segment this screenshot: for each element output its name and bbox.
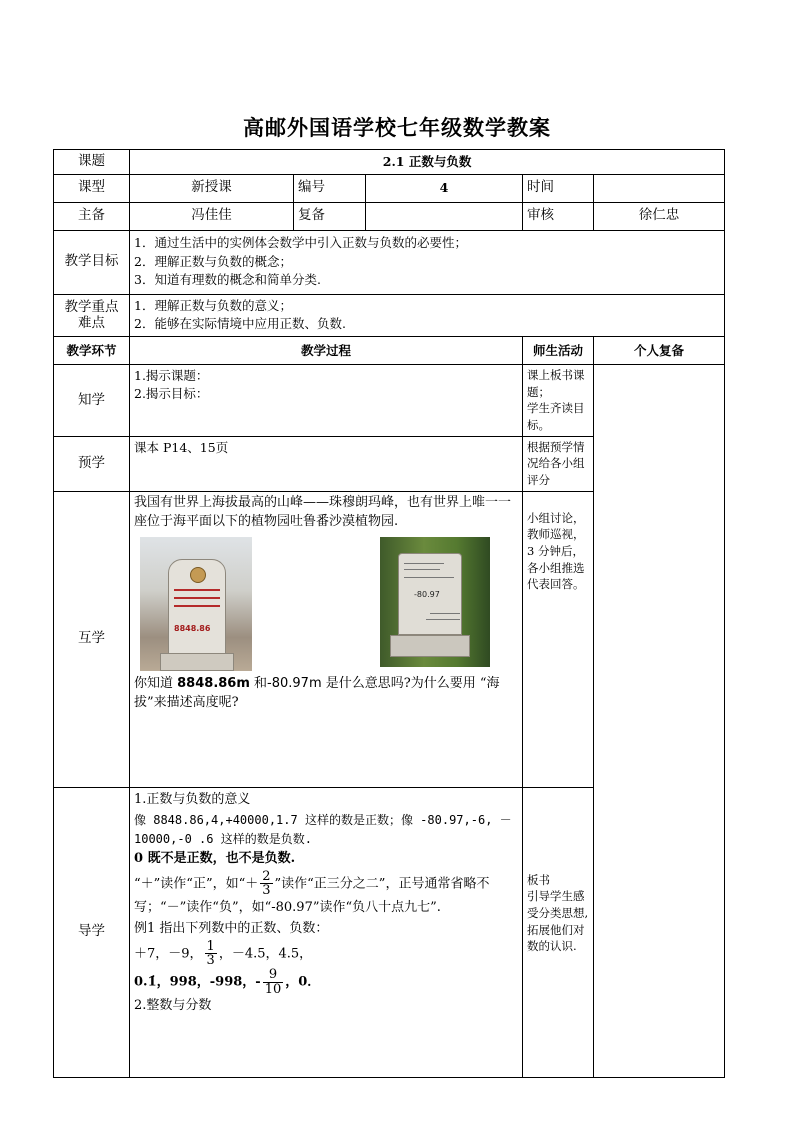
objective-item: 3．知道有理数的概念和简单分类. xyxy=(134,272,321,288)
key-points-label-line2: 难点 xyxy=(78,315,105,332)
key-point-item: 2．能够在实际情境中应用正数、负数. xyxy=(134,316,346,332)
personal-notes-cell xyxy=(594,365,725,1078)
row-lead xyxy=(54,202,725,230)
fraction-one-third xyxy=(205,940,217,968)
activity-line: 引导学生感受分类思想,拓展他们对数的认识. xyxy=(527,889,589,954)
objectives-list xyxy=(130,230,725,294)
stage-yuxue-process: 课本 P14、15页 xyxy=(130,436,523,491)
stage-yuxue-activity: 根据预学情况给各小组评分 xyxy=(523,436,594,491)
daoxue-example: 例1 指出下列数中的正数、负数： xyxy=(134,920,329,936)
key-points-label-line1: 教学重点 xyxy=(64,299,119,316)
topic-label: 课题 xyxy=(54,150,130,175)
stage-huxue-process xyxy=(130,491,523,787)
fraction-denominator: 10 xyxy=(264,981,282,997)
question-text: 是什么意思吗?为什么要用 “海拔”来描述高度呢? xyxy=(134,676,500,711)
stage-daoxue-activity xyxy=(523,787,594,1077)
row-key-points xyxy=(54,294,725,337)
everest-height-text: 8848.86 xyxy=(174,624,211,634)
review-value xyxy=(366,202,523,230)
row-type xyxy=(54,174,725,202)
objectives-label: 教学目标 xyxy=(54,230,130,294)
example-text: 0.1̇，998，-998，- xyxy=(134,974,261,990)
inscription-line xyxy=(174,605,220,607)
stage-daoxue-process xyxy=(130,787,523,1077)
example-line-2 xyxy=(134,968,518,996)
huxue-intro: 我国有世界上海拔最高的山峰——珠穆朗玛峰，也有世界上唯一一座位于海平面以下的植物园吐鲁番沙漠植物园. xyxy=(134,494,512,529)
everest-monument-photo xyxy=(140,537,252,671)
inscription-line xyxy=(404,569,440,570)
example-text: ＋7，－9， xyxy=(134,946,203,962)
review-label: 复备 xyxy=(294,202,366,230)
question-text: 和 xyxy=(249,676,268,692)
objective-item: 1．通过生活中的实例体会数学中引入正数与负数的必要性； xyxy=(134,234,467,250)
inscription-line xyxy=(174,597,220,599)
process-line: 2.揭示目标： xyxy=(134,386,209,402)
audit-label: 审核 xyxy=(523,202,594,230)
daoxue-zero-note: 0 既不是正数，也不是负数. xyxy=(134,850,296,866)
activity-line: 板书 xyxy=(527,872,550,887)
type-label: 课型 xyxy=(54,174,130,202)
number-value: 4 xyxy=(366,174,523,202)
fraction-two-thirds xyxy=(260,870,272,898)
monument-base-shape xyxy=(160,653,234,671)
lesson-plan-table xyxy=(53,149,725,1078)
fraction-numerator: 9 xyxy=(263,968,284,983)
row-column-headers xyxy=(54,337,725,365)
topic-value: 2.1 正数与负数 xyxy=(130,150,725,175)
fraction-denominator: 3 xyxy=(206,953,215,969)
daoxue-heading1: 1.正数与负数的意义 xyxy=(134,791,251,807)
inscription-line xyxy=(430,613,460,614)
question-value: -80.97m xyxy=(267,676,322,692)
photo-row xyxy=(134,531,518,675)
turpan-monument-photo xyxy=(380,537,490,667)
number-label: 编号 xyxy=(294,174,366,202)
example-text: ，－4.5，4.5， xyxy=(218,946,313,962)
key-points-list xyxy=(130,294,725,337)
row-objectives xyxy=(54,230,725,294)
fraction-nine-tenths xyxy=(263,968,284,996)
stage-huxue-label: 互学 xyxy=(54,491,130,787)
daoxue-pos-neg-line: 像 8848.86,4,+40000,1.7 这样的数是正数；像 -80.97,-6, － 10000,-0 .6 这样的数是负数. xyxy=(134,812,512,846)
question-text: 你知道 xyxy=(134,676,178,692)
activity-line: 课上板书课题； xyxy=(527,368,585,399)
fraction-numerator: 1 xyxy=(206,938,215,954)
time-value xyxy=(594,174,725,202)
inscription-line xyxy=(174,589,220,591)
stage-zhixue-activity xyxy=(523,365,594,437)
monument-base-shape xyxy=(390,635,470,657)
activity-line: 学生齐读目标。 xyxy=(527,401,585,433)
col-stage-header: 教学环节 xyxy=(54,337,130,365)
process-line: 1.揭示课题： xyxy=(134,368,209,384)
audit-value: 徐仁忠 xyxy=(594,202,725,230)
stage-yuxue-label: 预学 xyxy=(54,436,130,491)
example-text: ，0． xyxy=(285,974,321,990)
daoxue-heading2: 2.整数与分数 xyxy=(134,998,212,1014)
example-line-1 xyxy=(134,940,518,968)
inscription-line xyxy=(426,619,460,620)
inscription-line xyxy=(404,563,444,564)
key-point-item: 1．理解正数与负数的意义； xyxy=(134,297,292,313)
row-topic xyxy=(54,150,725,175)
time-label: 时间 xyxy=(523,174,594,202)
col-process-header: 教学过程 xyxy=(130,337,523,365)
page-title: 高邮外国语学校七年级数学教案 xyxy=(243,115,551,140)
fraction-numerator: 2 xyxy=(262,868,271,884)
question-value: 8848.86m xyxy=(177,676,250,692)
daoxue-reading-rule xyxy=(134,870,518,919)
key-points-label xyxy=(54,294,130,337)
col-activity-header: 师生活动 xyxy=(523,337,594,365)
stage-zhixue-process xyxy=(130,365,523,437)
stage-zhixue-label: 知学 xyxy=(54,365,130,437)
lead-value: 冯佳佳 xyxy=(130,202,294,230)
stage-huxue-activity: 小组讨论，教师巡视，3 分钟后，各小组推选代表回答。 xyxy=(523,491,594,787)
stage-daoxue-label: 导学 xyxy=(54,787,130,1077)
lead-label: 主备 xyxy=(54,202,130,230)
reading-text: “＋”读作“正”，如“＋ xyxy=(134,876,259,892)
row-zhixue xyxy=(54,365,725,437)
type-value: 新授课 xyxy=(130,174,294,202)
huxue-question xyxy=(134,675,518,713)
turpan-elevation-text: -80.97 xyxy=(414,590,440,600)
inscription-line xyxy=(404,577,454,578)
col-personal-header: 个人复备 xyxy=(594,337,725,365)
reading-text: ”读作“正三分之二”，正号通常省略不写；“－”读作“负”，如“-80.97”读作“负八十点九七”. xyxy=(134,876,490,916)
objective-item: 2．理解正数与负数的概念； xyxy=(134,253,292,269)
fraction-denominator: 3 xyxy=(262,883,271,899)
